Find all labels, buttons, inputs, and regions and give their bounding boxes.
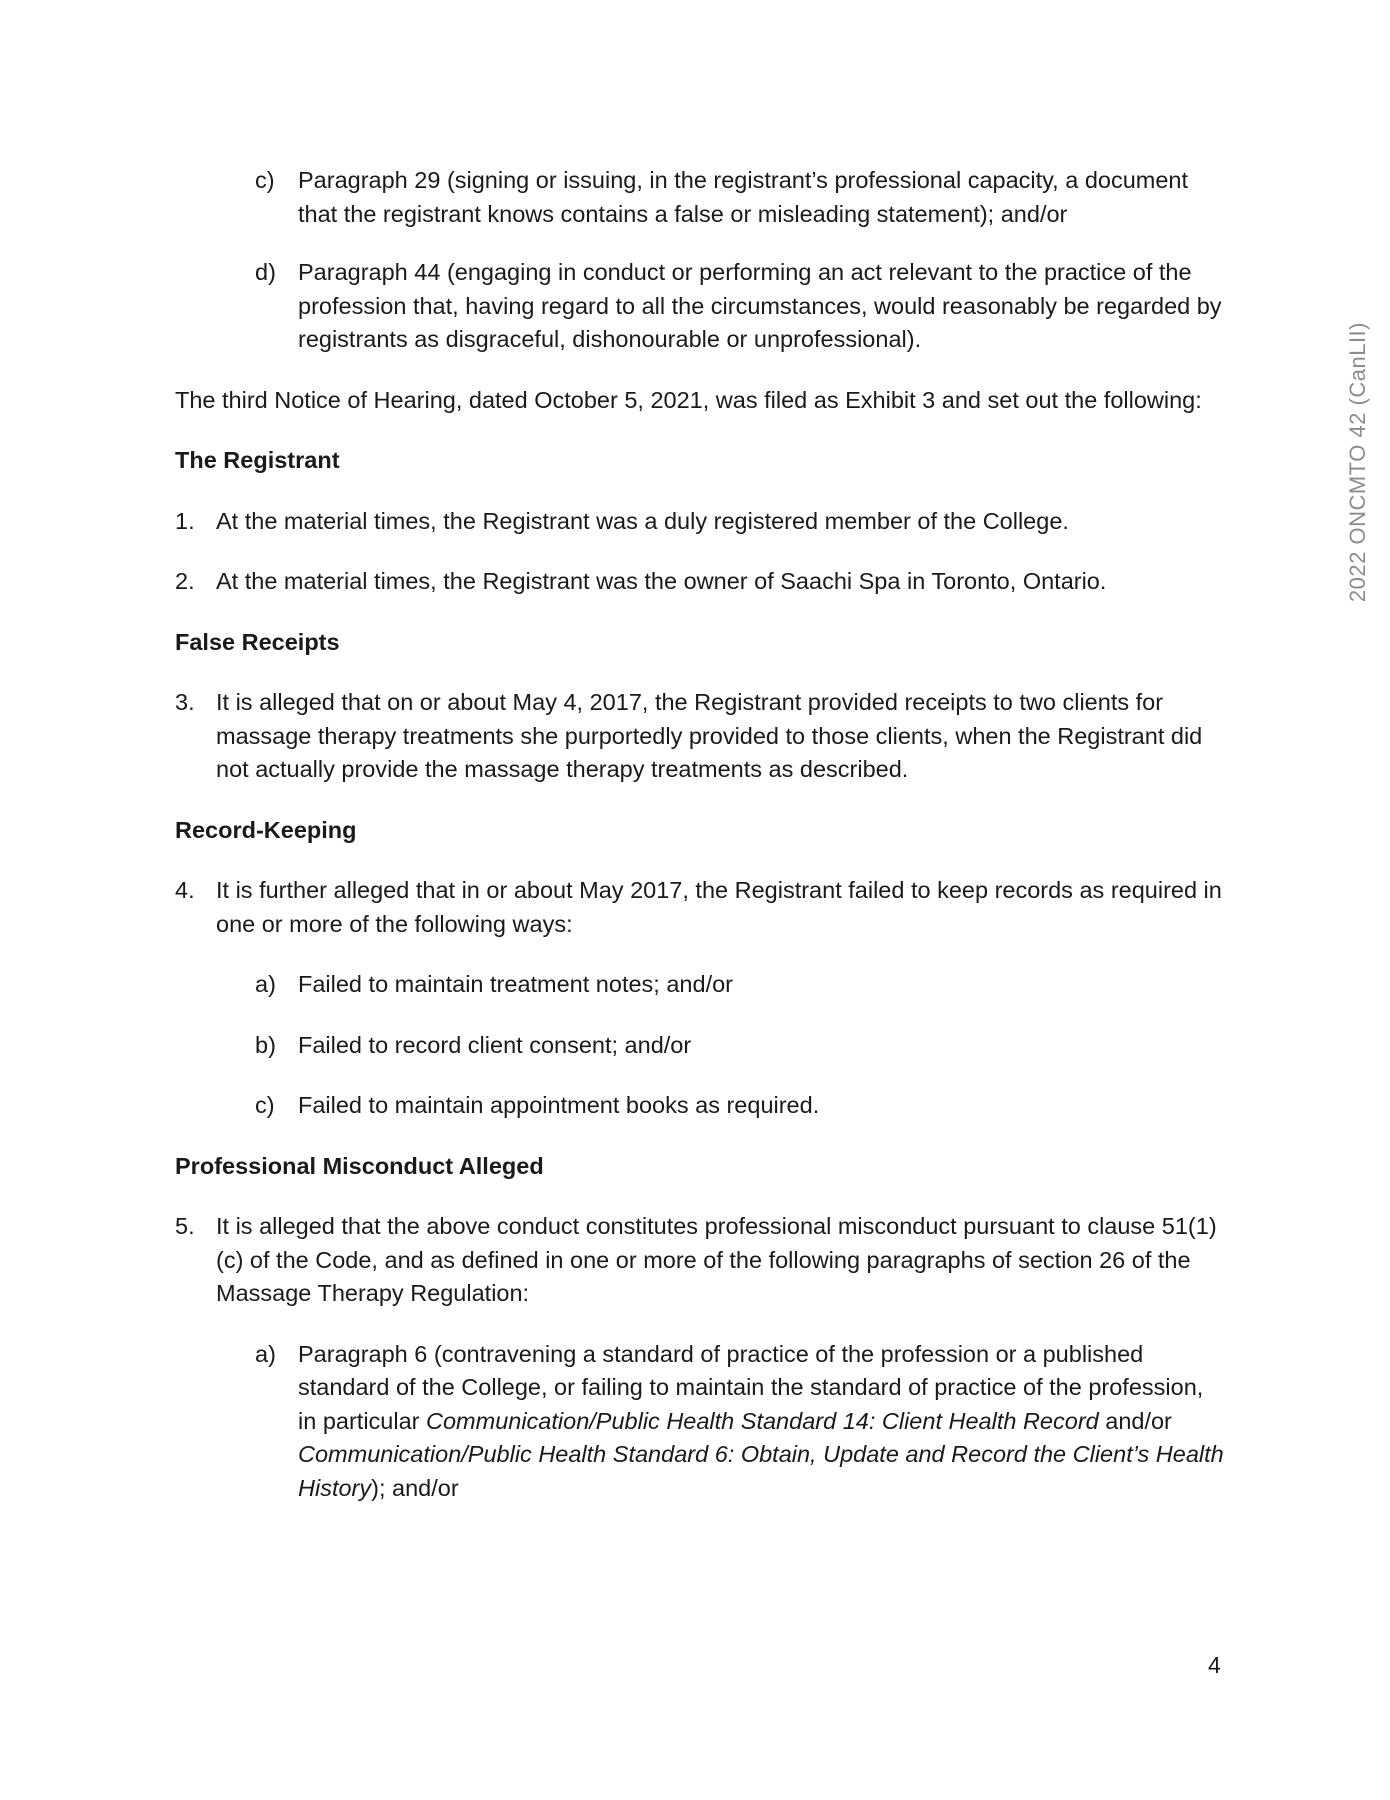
section-heading: Professional Misconduct Alleged — [175, 1152, 544, 1179]
sub-item-text: Failed to record client consent; and/or — [298, 1031, 692, 1058]
numbered-item-text: At the material times, the Registrant was the owner of Saachi Spa in Toronto, Ontario. — [216, 568, 1107, 594]
sub-item-text: ); and/or — [371, 1474, 459, 1501]
sub-item-text: Failed to maintain appointment books as required. — [298, 1092, 820, 1118]
numbered-item — [175, 874, 1225, 941]
numbered-item-label: 3. — [175, 689, 195, 715]
numbered-item-text: It is alleged that the above conduct constitutes professional misconduct pursuant to clause 51(1)(c) of the Code, and as defined in one or more of the following paragraphs of section 26 of the Massage Therapy Regulation: — [216, 1213, 1217, 1306]
sub-item — [175, 1089, 1225, 1123]
page-content — [175, 164, 1225, 1505]
list-item — [175, 256, 1225, 357]
citation-watermark: 2022 ONCMTO 42 (CanLII) — [1345, 322, 1370, 603]
sub-item-label: b) — [255, 1031, 276, 1058]
intro-paragraph: The third Notice of Hearing, dated October 5, 2021, was filed as Exhibit 3 and set out the following: — [175, 386, 1202, 413]
section-heading: False Receipts — [175, 628, 340, 655]
numbered-item-text: At the material times, the Registrant was a duly registered member of the College. — [216, 507, 1069, 534]
sub-item — [175, 1029, 1225, 1063]
section-heading: Record-Keeping — [175, 816, 357, 843]
list-item — [175, 164, 1225, 231]
sub-item — [175, 1338, 1225, 1506]
numbered-item-label: 4. — [175, 877, 195, 903]
page-number: 4 — [1208, 1652, 1221, 1678]
numbered-item-label: 1. — [175, 507, 195, 534]
list-item-text: Paragraph 44 (engaging in conduct or performing an act relevant to the practice of the profession that, having regard to all the circumstances, would reasonably be regarded by registrants as disgraceful, dishonourable or unprofessional). — [298, 259, 1222, 352]
numbered-item — [175, 1210, 1225, 1311]
standard-reference: Communication/Public Health Standard 6: Obtain, Update and Record the Client’s Health History — [298, 1441, 1224, 1501]
numbered-item-label: 2. — [175, 568, 195, 594]
numbered-item-text: It is alleged that on or about May 4, 2017, the Registrant provided receipts to two clients for massage therapy treatments she purportedly provided to those clients, when the Registrant did not actually provide the massage therapy treatments as described. — [216, 689, 1203, 782]
list-item-label: d) — [255, 259, 276, 285]
numbered-item — [175, 565, 1225, 599]
numbered-item — [175, 686, 1225, 787]
sub-item-label: c) — [255, 1092, 275, 1118]
section-heading: The Registrant — [175, 447, 340, 473]
list-item-label: c) — [255, 167, 275, 193]
sub-item-text: Failed to maintain treatment notes; and/or — [298, 971, 733, 997]
sub-item-label: a) — [255, 1340, 276, 1367]
sub-item-label: a) — [255, 971, 276, 997]
sub-item-text: and/or — [1098, 1407, 1172, 1434]
numbered-item-label: 5. — [175, 1213, 195, 1239]
sub-item — [175, 968, 1225, 1002]
sub-item-text: Paragraph 6 (contravening a standard of practice of the profession or a published standard of the College, or failing to maintain the standard of practice of the profession, in particular — [298, 1340, 1204, 1434]
numbered-item — [175, 505, 1225, 539]
standard-reference: Communication/Public Health Standard 14: Client Health Record — [426, 1407, 1099, 1434]
numbered-item-text: It is further alleged that in or about May 2017, the Registrant failed to keep records as required in one or more of the following ways: — [216, 877, 1222, 937]
list-item-text: Paragraph 29 (signing or issuing, in the registrant’s professional capacity, a document that the registrant knows contains a false or misleading statement); and/or — [298, 167, 1189, 227]
